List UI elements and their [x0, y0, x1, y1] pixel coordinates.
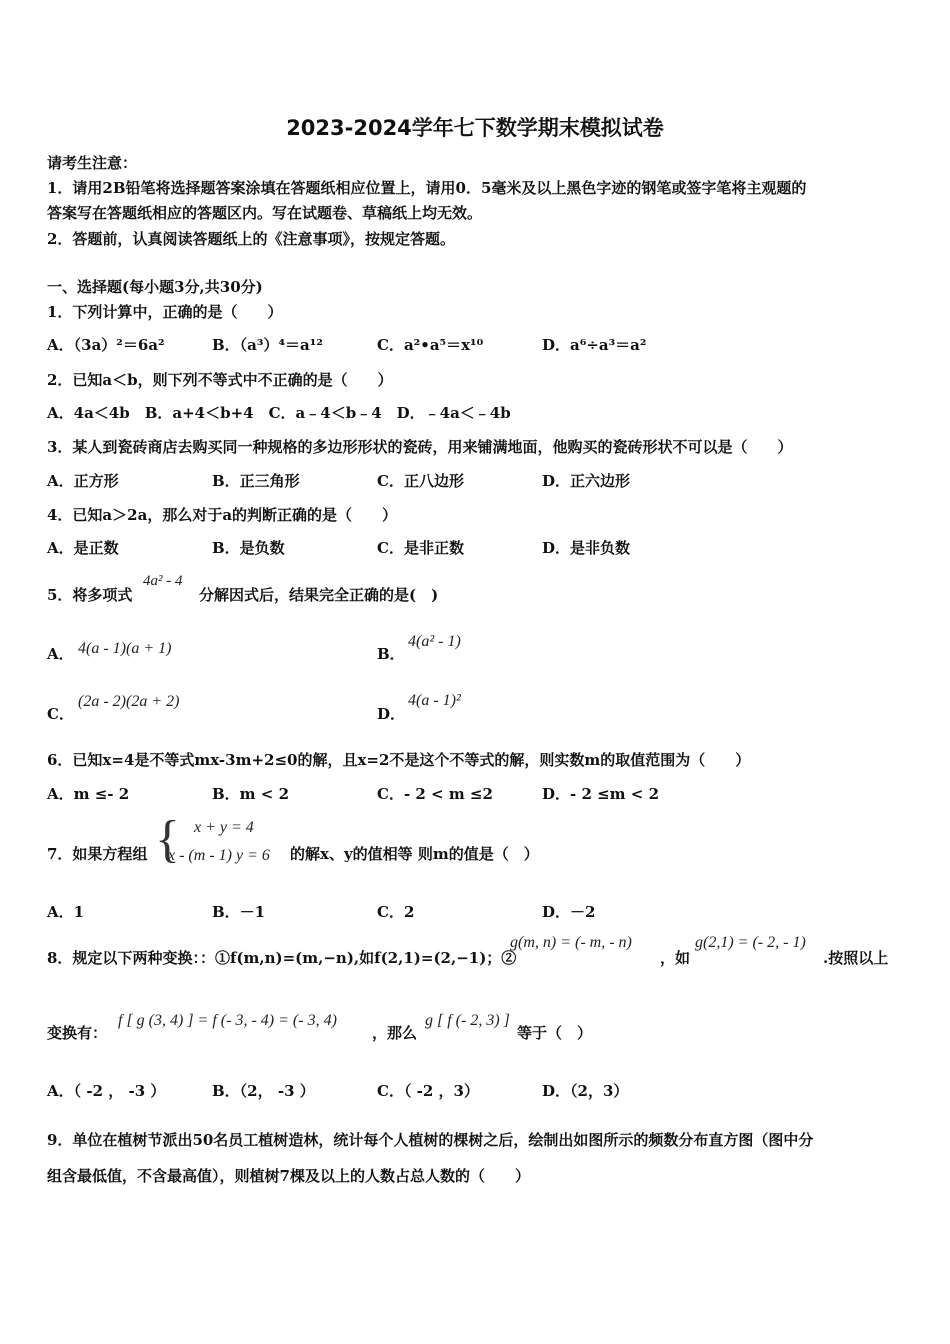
- q5-option-a: 4(a - 1)(a + 1): [78, 640, 172, 657]
- q6-option-b: B．m < 2: [212, 785, 289, 803]
- q4-option-d: D．是非负数: [542, 539, 631, 557]
- q5-stem-prefix: 5．将多项式: [47, 586, 133, 604]
- q1-stem: 1．下列计算中，正确的是（ ）: [47, 303, 283, 321]
- q4-option-a: A．是正数: [47, 539, 119, 557]
- q8-option-b: B．（2， -3 ）: [212, 1082, 315, 1100]
- q3-option-d: D．正六边形: [542, 472, 631, 490]
- q1-option-d: D．a⁶÷a³＝a²: [542, 336, 647, 354]
- q8-g-definition: g(m, n) = (- m, - n): [510, 934, 632, 951]
- q5-option-b-label: B．: [377, 645, 405, 663]
- q6-option-a: A．m ≤- 2: [47, 785, 130, 803]
- q4-option-c: C．是非正数: [377, 539, 464, 557]
- q8-option-a: A．（ -2 ， -3 ）: [47, 1082, 166, 1100]
- q8-stem-part-3: .按照以上: [823, 949, 889, 967]
- q3-stem: 3．某人到瓷砖商店去购买同一种规格的多边形形状的瓷砖，用来铺满地面，他购买的瓷砖形状不可以是（ ）: [47, 438, 793, 456]
- q2-stem: 2．已知a＜b，则下列不等式中不正确的是（ ）: [47, 371, 393, 389]
- q3-option-b: B．正三角形: [212, 472, 300, 490]
- notice-line-1: 1．请用2B铅笔将选择题答案涂填在答题纸相应位置上，请用0．5毫米及以上黑色字迹的钢笔或签字笔将主观题的: [47, 179, 807, 197]
- q7-option-c: C．2: [377, 903, 415, 921]
- q8-option-c: C．（ -2 ，3）: [377, 1082, 479, 1100]
- notice-line-2: 答案写在答题纸相应的答题区内。写在试题卷、草稿纸上均无效。: [47, 204, 483, 222]
- q8-example-expression: f [ g (3, 4) ] = f (- 3, - 4) = (- 3, 4): [118, 1012, 337, 1029]
- q5-option-a-label: A．: [47, 645, 74, 663]
- q6-option-c: C．- 2 < m ≤2: [377, 785, 493, 803]
- q3-option-a: A．正方形: [47, 472, 119, 490]
- q9-line-1: 9．单位在植树节派出50名员工植树造林，统计每个人植树的棵树之后，绘制出如图所示的频数分布直方图（图中分: [47, 1131, 814, 1149]
- q7-option-a: A．1: [47, 903, 85, 921]
- q5-option-c: (2a - 2)(2a + 2): [78, 693, 180, 710]
- q1-option-c: C．a²•a⁵＝x¹⁰: [377, 336, 484, 354]
- q7-stem-prefix: 7．如果方程组: [47, 845, 148, 863]
- q7-equation-1: x + y = 4: [194, 819, 254, 836]
- q6-stem: 6．已知x=4是不等式mx-3m+2≤0的解，且x=2不是这个不等式的解，则实数m的取值范围为（ ）: [47, 751, 751, 769]
- q4-option-b: B．是负数: [212, 539, 285, 557]
- q8-option-d: D．（2，3）: [542, 1082, 629, 1100]
- q5-option-b: 4(a² - 1): [408, 633, 461, 650]
- q8-line2-prefix: 变换有：: [47, 1024, 108, 1042]
- q8-stem-part-1: 8．规定以下两种变换：：①f(m,n)=(m,−n),如f(2,1)=(2,−1)；②: [47, 949, 517, 967]
- page-title: 2023-2024学年七下数学期末模拟试卷: [286, 116, 664, 140]
- q8-line2-suffix: 等于（ ）: [517, 1024, 593, 1042]
- q7-option-d: D．－2: [542, 903, 596, 921]
- system-brace: {: [155, 811, 180, 868]
- q2-options: A．4a＜4b B．a+4＜b+4 C．a﹣4＜b﹣4 D．﹣4a＜﹣4b: [47, 404, 511, 422]
- q5-polynomial: 4a² - 4: [143, 573, 183, 589]
- q7-equation-2: x - (m - 1) y = 6: [168, 847, 270, 864]
- section-heading: 一、选择题(每小题3分,共30分): [47, 278, 263, 296]
- q9-line-2: 组含最低值，不含最高值），则植树7棵及以上的人数占总人数的（ ）: [47, 1167, 530, 1185]
- q5-option-d: 4(a - 1)²: [408, 692, 461, 709]
- q6-option-d: D．- 2 ≤m < 2: [542, 785, 660, 803]
- notice-heading: 请考生注意：: [47, 154, 138, 172]
- q1-option-a: A．（3a）²＝6a²: [47, 336, 165, 354]
- q5-option-d-label: D．: [377, 705, 406, 723]
- q8-g-example: g(2,1) = (- 2, - 1): [695, 934, 806, 951]
- q7-option-b: B．－1: [212, 903, 266, 921]
- q3-option-c: C．正八边形: [377, 472, 464, 490]
- q8-line2-middle: ，那么: [372, 1024, 418, 1042]
- q8-stem-part-2: ，如: [660, 949, 691, 967]
- q5-option-c-label: C．: [47, 705, 74, 723]
- q8-ask-expression: g [ f (- 2, 3) ]: [425, 1012, 510, 1029]
- q7-stem-suffix: 的解x、y的值相等 则m的值是（ ）: [290, 845, 539, 863]
- notice-line-3: 2．答题前，认真阅读答题纸上的《注意事项》，按规定答题。: [47, 230, 455, 248]
- q1-option-b: B．（a³）⁴＝a¹²: [212, 336, 323, 354]
- q4-stem: 4．已知a＞2a，那么对于a的判断正确的是（ ）: [47, 506, 398, 524]
- q5-stem-suffix: 分解因式后，结果完全正确的是( ): [199, 586, 439, 604]
